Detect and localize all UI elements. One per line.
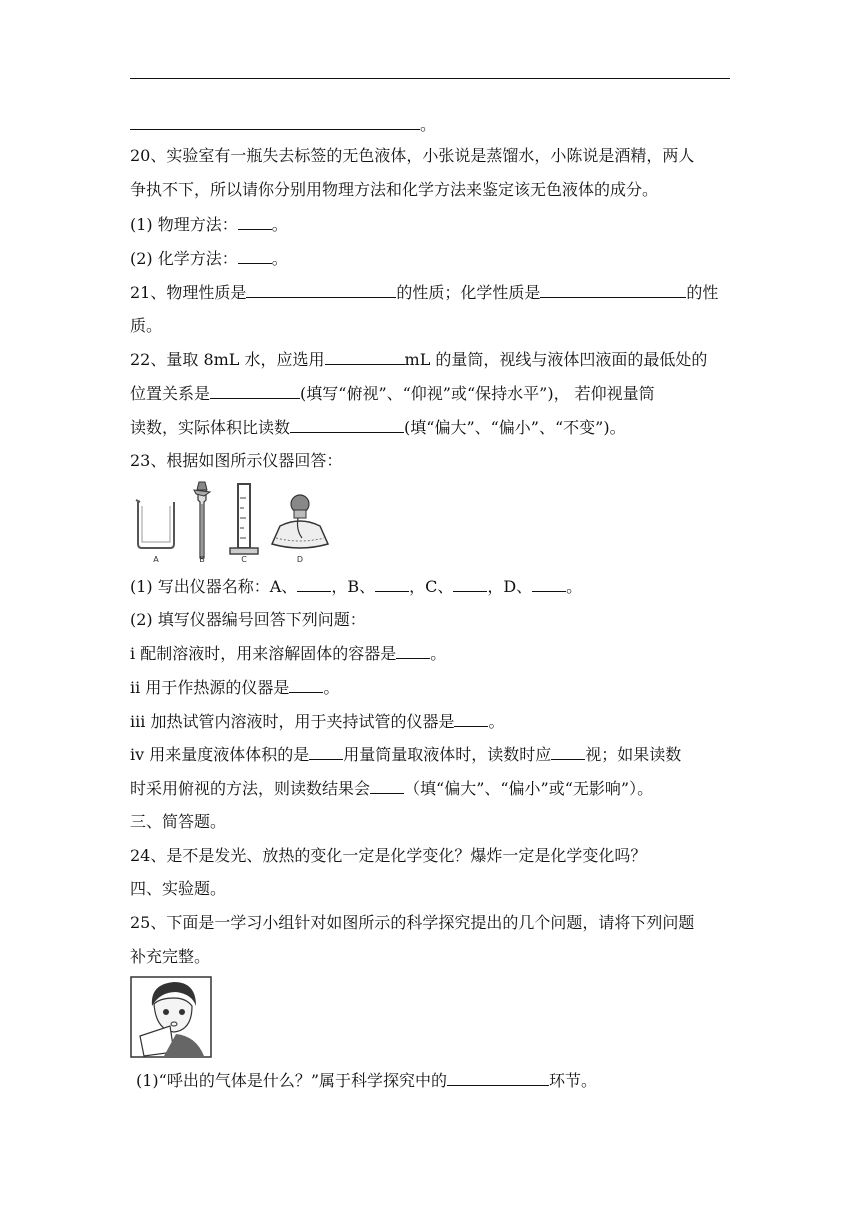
graduated-cylinder-icon xyxy=(230,484,258,554)
answer-blank[interactable] xyxy=(210,383,300,399)
answer-blank[interactable] xyxy=(370,778,404,794)
fig-label-c: C xyxy=(241,555,247,564)
q23-item-iv-2: 时采用俯视的方法，则读数结果会 （填“偏大”、“偏小”或“无影响”）。 xyxy=(130,779,654,798)
q23-item-iv-1: iv 用来量度液体体积的是 用量筒量取液体时，读数时应 视；如果读数 xyxy=(130,745,682,764)
answer-blank[interactable] xyxy=(453,576,487,592)
beaker-icon xyxy=(136,500,174,548)
q23-item-i: i 配制溶液时，用来溶解固体的容器是 。 xyxy=(130,644,447,663)
answer-blank[interactable] xyxy=(297,576,331,592)
q21-line-2: 质。 xyxy=(130,316,163,335)
answer-blank[interactable] xyxy=(325,349,405,365)
q25-line-1: 25、下面是一学习小组针对如图所示的科学探究提出的几个问题，请将下列问题 xyxy=(130,913,695,932)
answer-blank[interactable] xyxy=(540,282,686,298)
answer-blank[interactable] xyxy=(238,248,272,264)
fig-label-b: B xyxy=(199,555,205,564)
test-tube-holder-icon xyxy=(194,482,210,558)
answer-blank[interactable] xyxy=(532,576,566,592)
section-3-heading: 三、简答题。 xyxy=(130,812,227,831)
answer-blank[interactable] xyxy=(238,214,272,230)
answer-line-rule xyxy=(130,78,730,79)
q24-text: 24、是不是发光、放热的变化一定是化学变化？爆炸一定是化学变化吗？ xyxy=(130,846,647,865)
q23-stem: 23、根据如图所示仪器回答： xyxy=(130,451,343,470)
q23-item-iii: iii 加热试管内溶液时，用于夹持试管的仪器是 。 xyxy=(130,712,505,731)
answer-blank[interactable] xyxy=(289,677,323,693)
q20-part-2: (2) 化学方法： 。 xyxy=(130,249,288,268)
answer-blank[interactable] xyxy=(290,417,404,433)
answer-blank[interactable] xyxy=(454,711,488,727)
q20-line-2: 争执不下，所以请你分别用物理方法和化学方法来鉴定该无色液体的成分。 xyxy=(130,180,659,199)
answer-blank[interactable] xyxy=(551,744,585,760)
student-blowing-figure xyxy=(130,976,212,1058)
q22-line-1: 22、量取 8mL 水，应选用 mL 的量筒，视线与液体凹液面的最低处的 xyxy=(130,350,708,369)
q22-line-2: 位置关系是 (填写“俯视”、“仰视”或“保持水平”)， 若仰视量筒 xyxy=(130,384,655,403)
q20-line-1: 20、实验室有一瓶失去标签的无色液体，小张说是蒸馏水，小陈说是酒精，两人 xyxy=(130,146,695,165)
q23-item-ii: ii 用于作热源的仪器是 。 xyxy=(130,678,340,697)
fig-label-a: A xyxy=(153,555,159,564)
section-4-heading: 四、实验题。 xyxy=(130,879,227,898)
instruments-figure xyxy=(130,478,340,564)
q19-tail-period: 。 xyxy=(420,115,437,134)
answer-blank[interactable] xyxy=(396,643,430,659)
answer-blank[interactable] xyxy=(246,282,396,298)
answer-blank[interactable] xyxy=(375,576,409,592)
q23-part-2: (2) 填写仪器编号回答下列问题： xyxy=(130,610,366,629)
alcohol-lamp-icon xyxy=(272,495,328,548)
answer-blank[interactable] xyxy=(309,744,343,760)
q23-part-1: (1) 写出仪器名称：A、 ，B、 ，C、 ，D、 。 xyxy=(130,577,583,596)
answer-blank[interactable] xyxy=(447,1070,549,1086)
answer-blank[interactable] xyxy=(130,114,420,130)
fig-label-d: D xyxy=(296,555,304,564)
q21-line-1: 21、物理性质是 的性质；化学性质是 的性 xyxy=(130,283,719,302)
q25-part-1: (1)“呼出的气体是什么？”属于科学探究中的 环节。 xyxy=(136,1071,598,1090)
q22-line-3: 读数，实际体积比读数 (填“偏大”、“偏小”、“不变”)。 xyxy=(130,418,626,437)
q25-line-2: 补充完整。 xyxy=(130,947,211,966)
q19-tail-line xyxy=(130,114,730,135)
q20-part-1: (1) 物理方法： 。 xyxy=(130,215,288,234)
